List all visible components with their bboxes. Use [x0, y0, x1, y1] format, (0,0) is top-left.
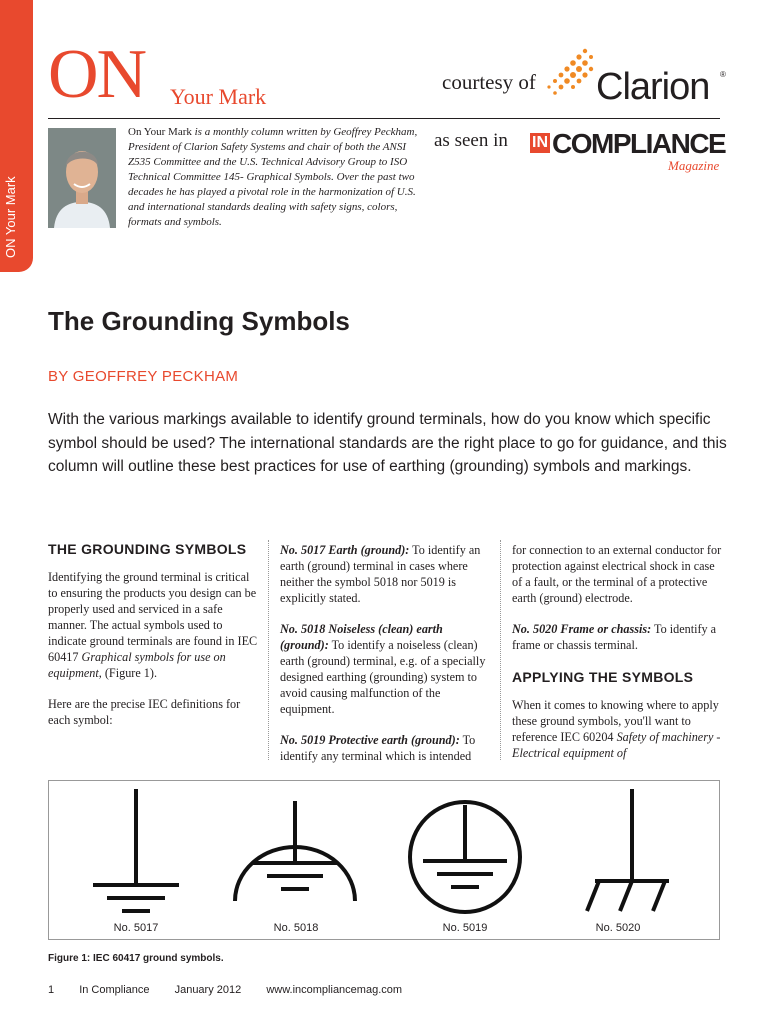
symbol-label-5020: No. 5020 [595, 922, 641, 934]
column-logo-on: ON [48, 36, 146, 113]
clarion-logo-text: Clarion [596, 66, 710, 108]
protective-earth-icon [410, 802, 520, 912]
clarion-logo-icon [545, 45, 597, 97]
column-divider [268, 540, 269, 760]
publication-name: In Compliance [79, 984, 150, 996]
earth-ground-icon [93, 789, 179, 911]
figure-caption: Figure 1: IEC 60417 ground symbols. [48, 953, 224, 964]
definition-5018: No. 5018 Noiseless (clean) earth (ground): To identify a noiseless (clean) earth (ground) terminal, e.g. of a specially designed earthing (grounding) system to avoid causing malfunction of the equipment. [280, 622, 486, 716]
courtesy-label: courtesy of [442, 70, 536, 94]
figure-ground-symbols [48, 780, 720, 940]
magazine-logo-in: IN [532, 134, 548, 151]
column-divider [500, 540, 501, 760]
column-2 [280, 542, 492, 779]
seen-in-label: as seen in [434, 130, 508, 151]
page-number: 1 [48, 984, 55, 996]
issue-date: January 2012 [174, 984, 242, 996]
header-divider [48, 118, 720, 119]
definition-5019-continued: for connection to an external conductor for protection against electrical shock in case of a fault, or the terminal of a protective earth (ground) electrode. [512, 543, 722, 605]
noiseless-earth-icon [235, 801, 355, 901]
column-logo-subtitle: Your Mark [170, 84, 267, 109]
side-tab [0, 0, 33, 272]
frame-chassis-icon [587, 789, 669, 911]
author-photo [48, 128, 116, 228]
magazine-logo-magazine: Magazine [668, 158, 720, 173]
ground-symbols-drawing [49, 781, 719, 939]
definition-5020: No. 5020 Frame or chassis: To identify a frame or chassis terminal. [512, 622, 717, 652]
symbol-label-5017: No. 5017 [113, 922, 159, 934]
magazine-logo-compliance: COMPLIANCE [552, 128, 726, 159]
col3-paragraph: When it comes to knowing where to apply these ground symbols, you'll want to reference IEC 60204 Safety of machinery - Electrical equipment of [512, 698, 721, 760]
column-1 [48, 540, 258, 743]
column-3 [512, 542, 724, 776]
col1-paragraph-1: Identifying the ground terminal is critical to ensuring the products you design can be properly used and serviced in a safe manner. The actual symbols used to indicate ground terminals are found in IEC 60417 Graphical symbols for use on equipment, (Figure 1). [48, 570, 258, 680]
section-heading-applying-symbols: APPLYING THE SYMBOLS [512, 669, 694, 685]
author-bio [128, 125, 418, 230]
side-tab-label: ON Your Mark [3, 176, 18, 258]
clarion-registered-mark: ® [720, 70, 726, 79]
definition-5017: No. 5017 Earth (ground): To identify an earth (ground) terminal in cases where neither the symbol 5018 nor 5019 is explicitly stated. [280, 543, 481, 605]
bio-column-name: On Your Mark [128, 126, 192, 138]
definition-5019: No. 5019 Protective earth (ground): To identify any terminal which is intended [280, 733, 476, 763]
section-heading-grounding-symbols: THE GROUNDING SYMBOLS [48, 541, 247, 557]
symbol-label-5018: No. 5018 [273, 922, 319, 934]
symbol-label-5019: No. 5019 [442, 922, 488, 934]
article-intro: With the various markings available to identify ground terminals, how do you know which specific symbol should be used? The international standards are the right place to go for guidance, and this column will outline these best practices for use of earthing (grounding) symbols and markings. [48, 411, 727, 475]
col1-paragraph-2: Here are the precise IEC definitions for each symbol: [48, 697, 241, 727]
article-byline: BY GEOFFREY PECKHAM [48, 368, 239, 385]
page-footer [48, 984, 424, 996]
bio-text: is a monthly column written by Geoffrey Peckham, President of Clarion Safety Systems and chair of both the ANSI Z535 Committee and the U.S. Technical Advisory Group to ISO Technical Committee 145- Graphical Symbols. Over the past two decades he has played a pivotal role in the harmonization of U.S. and international standards dealing with safety signs, colors, formats and symbols. [128, 126, 418, 228]
article-title: The Grounding Symbols [48, 306, 350, 336]
website-link[interactable]: www.incompliancemag.com [266, 984, 403, 996]
